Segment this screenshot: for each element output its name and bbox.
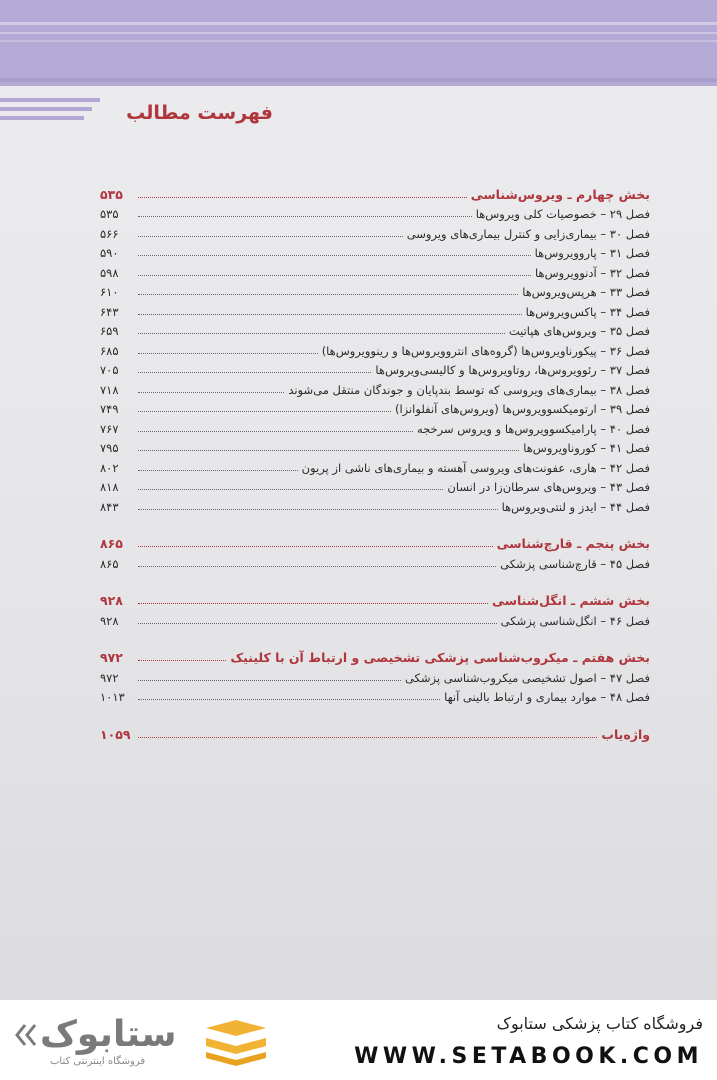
dot-leader [138, 737, 597, 738]
toc-page-number: ۱۰۱۳ [100, 690, 125, 704]
dot-leader [138, 197, 467, 198]
toc-page-number: ۵۶۶ [100, 226, 119, 241]
toc-page-number: ۵۹۰ [100, 246, 119, 260]
section-gap [100, 571, 650, 589]
toc-entry-label: بخش پنجم ـ قارچ‌شناسی [496, 536, 650, 551]
toc-chapter-row [100, 397, 650, 417]
toc-part-heading [100, 722, 650, 742]
toc-page-number: ۹۲۸ [100, 593, 123, 608]
toc-page-number: ۸۱۸ [100, 480, 119, 494]
toc-page-number: ۸۶۵ [100, 556, 119, 571]
toc-entry-label: فصل ۴۵ – قارچ‌شناسی پزشکی [500, 556, 650, 571]
toc-part-heading [100, 589, 650, 609]
toc-chapter-row [100, 280, 650, 300]
toc-chapter-row [100, 338, 650, 358]
dot-leader [138, 255, 531, 256]
dot-leader [138, 489, 443, 490]
toc-entry-label: فصل ۳۷ – رئوویروس‌ها، روتاویروس‌ها و کالیسی‌ویروس‌ها [375, 363, 650, 377]
toc-page-number: ۵۳۵ [100, 186, 123, 202]
toc-page-number: ۷۱۸ [100, 382, 119, 397]
toc-chapter-row [100, 377, 650, 397]
toc-chapter-row [100, 358, 650, 378]
toc-page-number: ۶۸۵ [100, 343, 119, 358]
toc-entry-label: فصل ۳۳ – هرپس‌ویروس‌ها [522, 285, 650, 299]
toc-chapter-row [100, 260, 650, 280]
toc-page-number: ۵۹۸ [100, 265, 119, 280]
toc-entry-label: فصل ۲۹ – خصوصیات کلی ویروس‌ها [475, 207, 650, 221]
decorative-bars [0, 98, 100, 125]
dot-leader [138, 623, 497, 624]
toc-chapter-row [100, 685, 650, 705]
header-band [0, 0, 717, 86]
toc-entry-label: فصل ۴۴ – ایدز و لنتی‌ویروس‌ها [501, 499, 650, 514]
toc-chapter-row [100, 455, 650, 475]
toc-chapter-row [100, 665, 650, 685]
toc-part-heading [100, 532, 650, 552]
toc-chapter-row [100, 551, 650, 571]
toc-entry-label: فصل ۳۶ – پیکورناویروس‌ها (گروه‌های انتروویروس‌ها و رینوویروس‌ها) [321, 343, 650, 358]
toc-chapter-row [100, 241, 650, 261]
toc-page-number: ۹۷۲ [100, 670, 119, 685]
toc-entry-label: فصل ۳۴ – پاکس‌ویروس‌ها [525, 304, 650, 319]
toc-page-number: ۶۱۰ [100, 285, 119, 299]
toc-entry-label: فصل ۳۲ – آدنوویروس‌ها [535, 265, 650, 280]
dot-leader [138, 450, 519, 451]
section-gap [100, 514, 650, 532]
toc-chapter-row [100, 494, 650, 514]
dot-leader [138, 372, 371, 373]
dot-leader [138, 680, 401, 681]
toc-page-number: ۸۶۵ [100, 536, 123, 551]
double-chevron-icon [14, 1022, 38, 1048]
toc-page-number: ۹۷۲ [100, 650, 123, 665]
toc-entry-label: فصل ۴۰ – پارامیکسوویروس‌ها و ویروس سرخجه [416, 421, 650, 436]
dot-leader [138, 216, 472, 217]
store-name: فروشگاه کتاب پزشکی ستابوک [496, 1014, 703, 1033]
dot-leader [138, 660, 226, 661]
dot-leader [138, 392, 284, 393]
toc-chapter-row [100, 299, 650, 319]
dot-leader [138, 411, 391, 412]
toc-page-number: ۹۲۸ [100, 613, 119, 628]
toc-entry-label: فصل ۴۸ – موارد بیماری و ارتباط بالینی آنها [444, 690, 650, 704]
dot-leader [138, 546, 493, 547]
toc-entry-label: بخش هفتم ـ میکروب‌شناسی پزشکی تشخیصی و ارتباط آن با کلینیک [230, 650, 650, 665]
dot-leader [138, 275, 531, 276]
logo-wordmark: ستابوک [40, 1014, 177, 1055]
section-gap [100, 628, 650, 646]
toc-page-number: ۵۳۵ [100, 207, 119, 221]
toc-entry-label: بخش ششم ـ انگل‌شناسی [492, 593, 650, 608]
dot-leader [138, 699, 440, 700]
toc-entry-label: فصل ۴۶ – انگل‌شناسی پزشکی [500, 613, 650, 628]
toc-entry-label: فصل ۴۲ – هاری، عفونت‌های ویروسی آهسته و بیماری‌های ناشی از پریون [301, 460, 650, 475]
toc-page-number: ۸۰۲ [100, 460, 119, 475]
toc-entry-label: فصل ۴۷ – اصول تشخیصی میکروب‌شناسی پزشکی [404, 670, 650, 685]
dot-leader [138, 294, 518, 295]
dot-leader [138, 353, 318, 354]
toc-part-heading [100, 646, 650, 666]
dot-leader [138, 314, 522, 315]
dot-leader [138, 470, 298, 471]
table-of-contents [100, 182, 650, 742]
toc-page-number: ۱۰۵۹ [100, 726, 131, 742]
toc-chapter-row [100, 416, 650, 436]
toc-entry-label: فصل ۴۳ – ویروس‌های سرطان‌زا در انسان [447, 480, 650, 494]
page-title: فهرست مطالب [126, 102, 273, 124]
toc-entry-label: فصل ۳۸ – بیماری‌های ویروسی که توسط بندپایان و جوندگان منتقل می‌شوند [288, 382, 650, 397]
dot-leader [138, 333, 505, 334]
dot-leader [138, 603, 488, 604]
toc-chapter-row [100, 436, 650, 456]
toc-entry-label: واژه‌یاب [601, 726, 650, 742]
logo-tagline: فروشگاه اینترنتی کتاب [50, 1056, 146, 1067]
section-gap [100, 704, 650, 722]
toc-entry-label: فصل ۳۱ – پاروویروس‌ها [534, 246, 650, 260]
toc-chapter-row [100, 202, 650, 222]
toc-chapter-row [100, 608, 650, 628]
toc-page-number: ۷۰۵ [100, 363, 119, 377]
toc-part-heading [100, 182, 650, 202]
toc-chapter-row [100, 319, 650, 339]
toc-entry-label: بخش چهارم ـ ویروس‌شناسی [470, 186, 650, 202]
toc-chapter-row [100, 221, 650, 241]
toc-page-number: ۷۶۷ [100, 421, 119, 436]
book-logo-icon [200, 1018, 272, 1066]
dot-leader [138, 509, 498, 510]
store-url[interactable]: WWW.SETABOOK.COM [354, 1044, 703, 1069]
footer-banner [0, 1000, 717, 1080]
toc-page-number: ۸۴۳ [100, 499, 119, 514]
toc-page-number: ۷۴۹ [100, 402, 119, 416]
toc-entry-label: فصل ۳۵ – ویروس‌های هپاتیت [508, 324, 650, 338]
toc-entry-label: فصل ۴۱ – کوروناویروس‌ها [523, 441, 650, 455]
toc-entry-label: فصل ۳۰ – بیماری‌زایی و کنترل بیماری‌های ویروسی [406, 226, 650, 241]
toc-page-number: ۷۹۵ [100, 441, 119, 455]
dot-leader [138, 236, 403, 237]
dot-leader [138, 431, 413, 432]
dot-leader [138, 566, 496, 567]
toc-page-number: ۶۴۳ [100, 304, 119, 319]
toc-entry-label: فصل ۳۹ – ارتومیکسوویروس‌ها (ویروس‌های آنفلوانزا) [394, 402, 650, 416]
toc-page-number: ۶۵۹ [100, 324, 119, 338]
toc-chapter-row [100, 475, 650, 495]
